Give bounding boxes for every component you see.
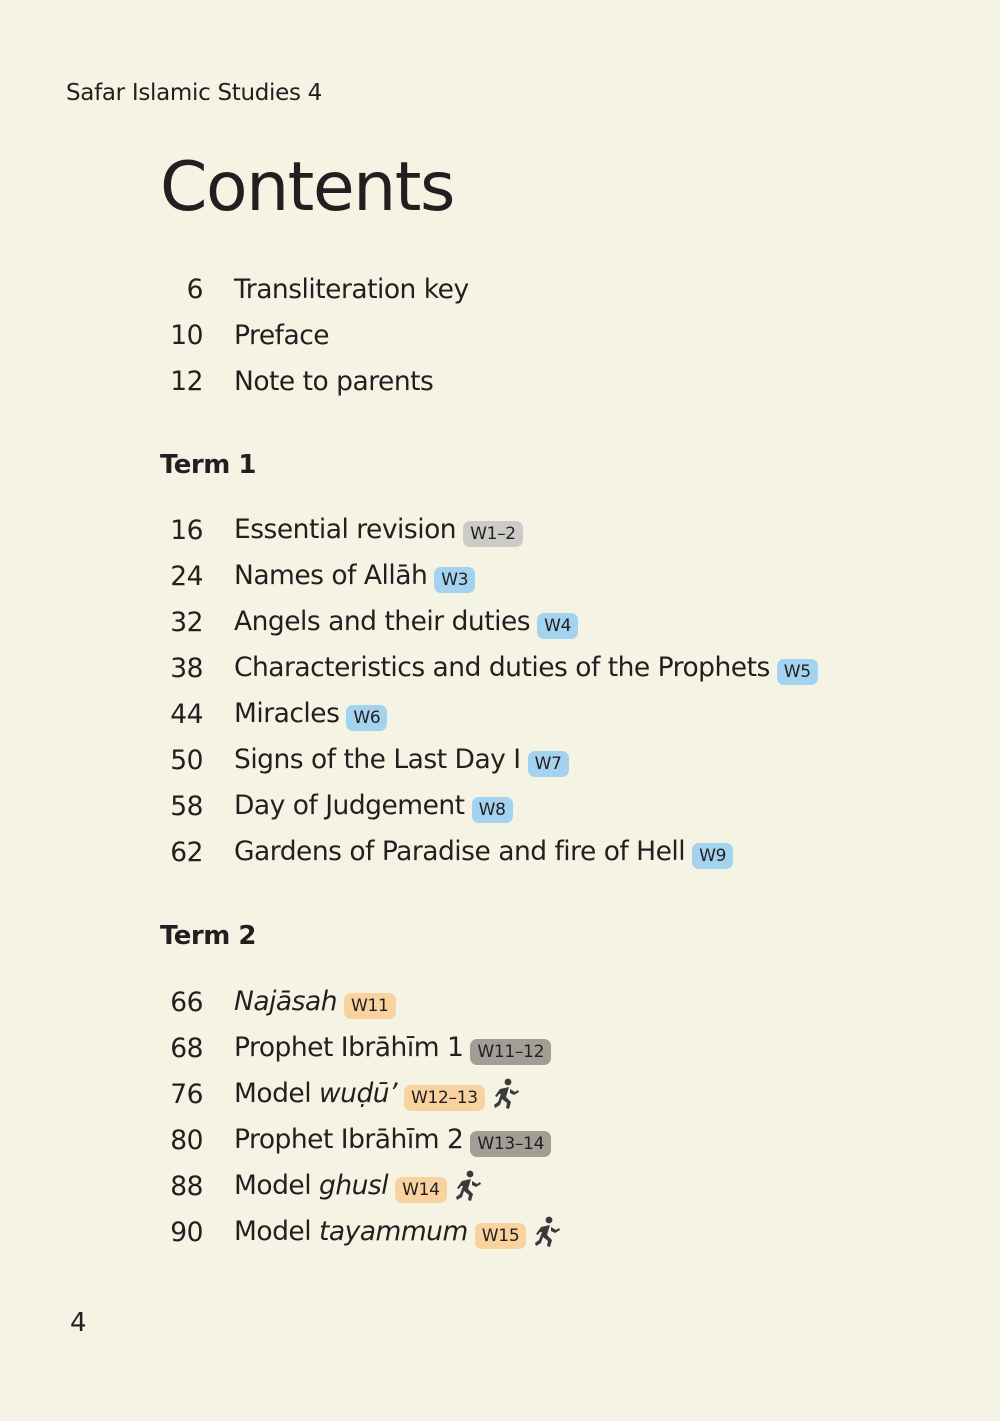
toc-page-number: 68 <box>170 1032 203 1064</box>
toc-entry[interactable] <box>0 602 578 642</box>
toc-entry[interactable] <box>0 1074 519 1114</box>
week-badge: W15 <box>475 1223 527 1249</box>
toc-title: Model wuḍū’ W12–13 <box>234 1078 485 1110</box>
toc-page-number: 12 <box>170 365 203 397</box>
week-badge: W5 <box>777 659 818 685</box>
toc-title: Model tayammum W15 <box>234 1216 526 1248</box>
toc-page-number: 90 <box>170 1216 203 1248</box>
toc-entry[interactable] <box>0 510 523 550</box>
week-badge: W11–12 <box>470 1039 551 1065</box>
toc-page-number: 88 <box>170 1170 203 1202</box>
toc-entry[interactable] <box>0 556 475 596</box>
toc-title: Transliteration key <box>234 273 469 305</box>
activity-runner-icon <box>493 1078 519 1110</box>
toc-entry[interactable] <box>0 1028 551 1068</box>
week-badge: W12–13 <box>404 1085 485 1111</box>
toc-page-number: 38 <box>170 652 203 684</box>
toc-entry[interactable] <box>0 740 569 780</box>
toc-page-number: 76 <box>170 1078 203 1110</box>
week-badge: W6 <box>346 705 387 731</box>
toc-title: Day of Judgement W8 <box>234 790 513 822</box>
toc-title: Gardens of Paradise and fire of Hell W9 <box>234 836 733 868</box>
toc-page-number: 32 <box>170 606 203 638</box>
toc-title: Preface <box>234 319 330 351</box>
toc-entry[interactable] <box>0 1166 481 1206</box>
toc-entry[interactable] <box>0 315 329 355</box>
toc-entry[interactable] <box>0 648 818 688</box>
toc-title: Names of Allāh W3 <box>234 560 475 592</box>
toc-title: Prophet Ibrāhīm 1 W11–12 <box>234 1032 551 1064</box>
toc-title: Angels and their duties W4 <box>234 606 578 638</box>
week-badge: W11 <box>344 993 396 1019</box>
toc-page-number: 66 <box>170 986 203 1018</box>
week-badge: W7 <box>528 751 569 777</box>
toc-entry[interactable] <box>0 832 733 872</box>
toc-page-number: 58 <box>170 790 203 822</box>
toc-title: Miracles W6 <box>234 698 387 730</box>
toc-entry[interactable] <box>0 361 433 401</box>
week-badge: W14 <box>395 1177 447 1203</box>
toc-entry[interactable] <box>0 1212 560 1252</box>
toc-page-number: 10 <box>170 319 203 351</box>
running-header: Safar Islamic Studies 4 <box>66 80 323 106</box>
toc-page-number: 16 <box>170 514 203 546</box>
toc-title: Model ghusl W14 <box>234 1170 447 1202</box>
week-badge: W1–2 <box>463 521 523 547</box>
week-badge: W13–14 <box>470 1131 551 1157</box>
toc-entry[interactable] <box>0 694 387 734</box>
page-number: 4 <box>70 1308 87 1338</box>
toc-title: Essential revision W1–2 <box>234 514 523 546</box>
toc-page-number: 24 <box>170 560 203 592</box>
activity-runner-icon <box>455 1170 481 1202</box>
week-badge: W3 <box>434 567 475 593</box>
toc-entry[interactable] <box>0 982 396 1022</box>
toc-page-number: 44 <box>170 698 203 730</box>
toc-entry[interactable] <box>0 1120 551 1160</box>
toc-title: Signs of the Last Day I W7 <box>234 744 569 776</box>
term-2-heading: Term 2 <box>160 921 256 951</box>
week-badge: W8 <box>472 797 513 823</box>
toc-page-number: 6 <box>186 273 203 305</box>
toc-title: Prophet Ibrāhīm 2 W13–14 <box>234 1124 551 1156</box>
toc-title: Characteristics and duties of the Prophets W5 <box>234 652 818 684</box>
toc-title: Note to parents <box>234 365 434 397</box>
week-badge: W4 <box>537 613 578 639</box>
toc-entry[interactable] <box>0 786 513 826</box>
toc-title: Najāsah W11 <box>234 986 396 1018</box>
toc-page-number: 80 <box>170 1124 203 1156</box>
term-1-heading: Term 1 <box>160 450 256 480</box>
toc-page-number: 50 <box>170 744 203 776</box>
toc-page-number: 62 <box>170 836 203 868</box>
toc-entry[interactable] <box>0 269 469 309</box>
activity-runner-icon <box>534 1216 560 1248</box>
page-title: Contents <box>160 148 454 227</box>
week-badge: W9 <box>692 843 733 869</box>
